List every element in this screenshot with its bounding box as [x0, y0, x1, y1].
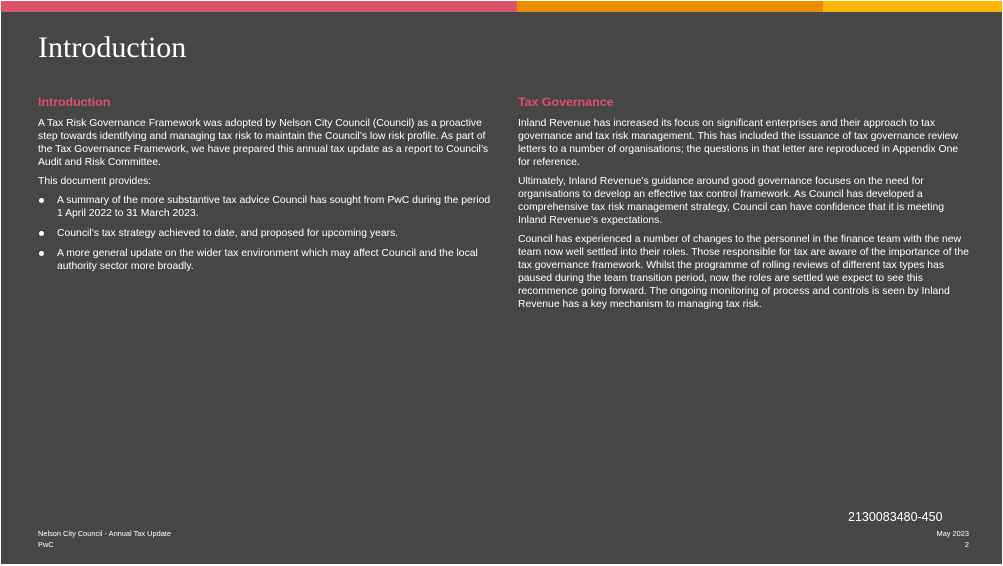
top-bar-pink-segment — [1, 1, 517, 12]
introduction-heading: Introduction — [38, 95, 111, 109]
bullet-item — [38, 247, 494, 273]
tax-governance-paragraph: Council has experienced a number of changes to the personnel in the finance team with the new team now well settled into their roles. Those responsible for tax are aware of the importance of the tax governance framework. Whilst the programme of rolling reviews of different tax types has paused during the team transition period, now the roles are settled we expect to see this recommence going forward. The ongoing monitoring of process and controls is seen by Inland Revenue has a key mechanism to managing tax risk. — [518, 234, 969, 310]
tax-governance-paragraph: Ultimately, Inland Revenue’s guidance around good governance focuses on the need for organisations to develop an effective tax control framework. As Council has developed a comprehensive tax risk management strategy, Council can have confidence that it is meeting Inland Revenue’s expectations. — [518, 176, 945, 226]
bullet-dot-icon — [39, 251, 44, 256]
top-color-bar — [1, 1, 1002, 12]
top-bar-orange-segment — [517, 1, 823, 12]
slide-title: Introduction — [38, 31, 187, 64]
footer-company: PwC — [38, 540, 54, 549]
bullet-text: Council’s tax strategy achieved to date, and proposed for upcoming years. — [57, 228, 399, 239]
bullet-dot-icon — [39, 231, 44, 236]
right-column — [518, 95, 972, 317]
slide — [1, 1, 1002, 564]
bullet-text: A summary of the more substantive tax advice Council has sought from PwC during the period 1 April 2022 to 31 March 2023. — [57, 195, 491, 219]
document-provides-label: This document provides: — [38, 176, 152, 187]
tax-governance-heading: Tax Governance — [518, 95, 614, 109]
top-bar-yellow-segment — [823, 1, 1002, 12]
bullet-item — [38, 194, 494, 220]
left-column — [38, 95, 494, 280]
document-reference-number: 2130083480-450 — [848, 510, 943, 524]
bullet-dot-icon — [39, 198, 44, 203]
footer-right — [937, 528, 969, 550]
footer-left — [38, 528, 171, 550]
tax-governance-paragraph: Inland Revenue has increased its focus on significant enterprises and their approach to tax governance and tax risk management. This has included the issuance of tax governance review letters to a number of organisations; the questions in that letter are reproduced in Appendix One for reference. — [518, 118, 959, 168]
footer-report-title: Nelson City Council - Annual Tax Update — [38, 529, 171, 538]
page-number: 2 — [964, 540, 969, 549]
footer-date: May 2023 — [936, 529, 969, 538]
bullet-list — [38, 194, 494, 273]
introduction-paragraph: A Tax Risk Governance Framework was adopted by Nelson City Council (Council) as a proactive step towards identifying and managing tax risk to maintain the Council’s low risk profile. As part of the Tax Governance Framework, we have prepared this annual tax update as a report to Council’s Audit and Risk Committee. — [38, 118, 489, 168]
bullet-item — [38, 227, 494, 240]
bullet-text: A more general update on the wider tax environment which may affect Council and the local authority sector more broadly. — [57, 248, 478, 272]
